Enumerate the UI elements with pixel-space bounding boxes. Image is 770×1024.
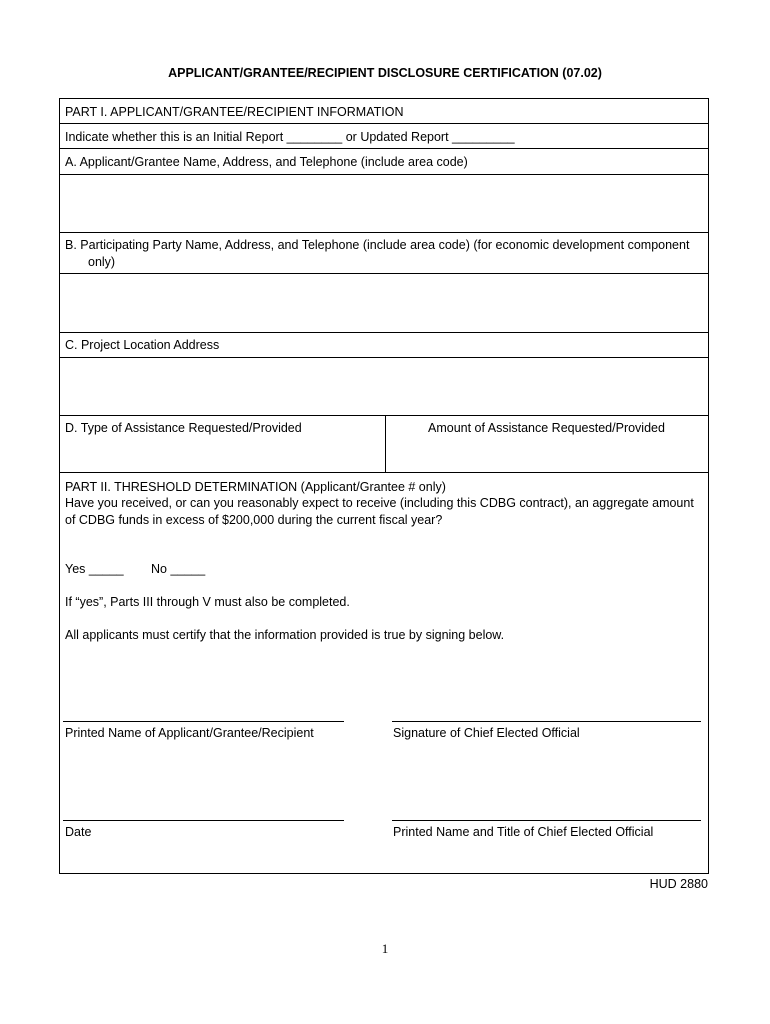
report-type-field[interactable]: Indicate whether this is an Initial Report ________ or Updated Report _________ [65, 130, 515, 144]
divider [60, 332, 708, 333]
participating-party-field[interactable] [60, 274, 708, 331]
section-d-right-label: Amount of Assistance Requested/Provided [428, 421, 665, 435]
part1-heading: PART I. APPLICANT/GRANTEE/RECIPIENT INFORMATION [65, 105, 404, 119]
assistance-type-field[interactable] [60, 439, 384, 471]
divider [60, 472, 708, 473]
section-c-label: C. Project Location Address [65, 338, 220, 352]
project-location-field[interactable] [60, 358, 708, 414]
section-d-left-label: D. Type of Assistance Requested/Provided [65, 421, 302, 435]
divider [60, 232, 708, 233]
assistance-amount-field[interactable] [386, 439, 708, 471]
page-number: 1 [381, 941, 389, 956]
date-label: Date [65, 825, 92, 839]
printed-name-chief-label: Printed Name and Title of Chief Elected Official [393, 825, 654, 839]
date-line[interactable] [63, 820, 344, 821]
certify-note: All applicants must certify that the information provided is true by signing below. [65, 628, 505, 642]
threshold-question: Have you received, or can you reasonably expect to receive (including this CDBG contract), an aggregate amount [65, 496, 694, 510]
yes-field[interactable]: Yes _____ [65, 562, 124, 576]
printed-name-chief-line[interactable] [392, 820, 701, 821]
printed-name-applicant-line[interactable] [63, 721, 344, 722]
applicant-info-field[interactable] [60, 175, 708, 231]
divider [60, 415, 708, 416]
threshold-question-cont: of CDBG funds in excess of $200,000 during the current fiscal year? [65, 513, 443, 527]
form-code: HUD 2880 [649, 877, 708, 891]
no-field[interactable]: No _____ [151, 562, 206, 576]
signature-chief-line[interactable] [392, 721, 701, 722]
form-title: APPLICANT/GRANTEE/RECIPIENT DISCLOSURE CERTIFICATION (07.02) [168, 66, 602, 80]
section-b-label-cont: only) [88, 255, 116, 269]
if-yes-note: If “yes”, Parts III through V must also be completed. [65, 595, 350, 609]
part2-heading: PART II. THRESHOLD DETERMINATION (Applicant/Grantee # only) [65, 480, 446, 494]
printed-name-applicant-label: Printed Name of Applicant/Grantee/Recipient [65, 726, 314, 740]
divider [60, 148, 708, 149]
signature-chief-label: Signature of Chief Elected Official [393, 726, 580, 740]
divider [60, 123, 708, 124]
section-a-label: A. Applicant/Grantee Name, Address, and Telephone (include area code) [65, 155, 468, 169]
disclosure-form [59, 98, 709, 874]
section-b-label: B. Participating Party Name, Address, and Telephone (include area code) (for economic development component [65, 238, 690, 252]
